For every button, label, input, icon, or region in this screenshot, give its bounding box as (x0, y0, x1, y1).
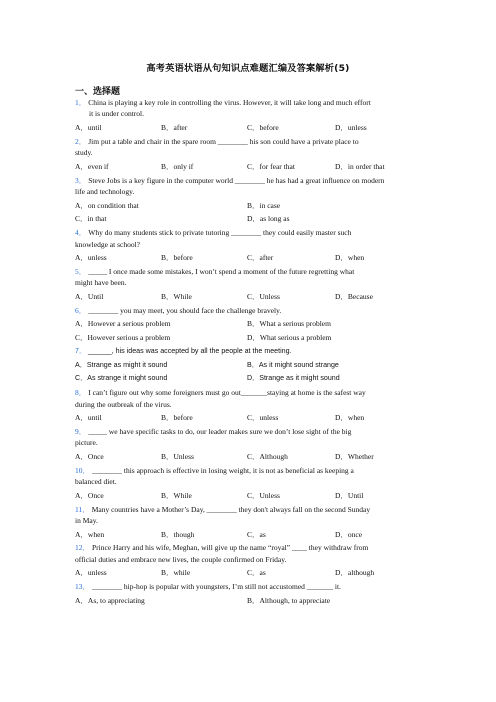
question-number: 11． (75, 504, 90, 514)
options-row (75, 490, 435, 502)
question-stem (75, 136, 421, 159)
option-b[interactable]: B．only if (161, 161, 194, 171)
question-text: Steve Jobs is a key figure in the computer world ________ he has had a great influence on modern (88, 175, 385, 185)
options-row (75, 252, 435, 264)
option-b[interactable]: B．While (161, 292, 192, 301)
question-text-continued: in May. (75, 516, 98, 525)
option-a[interactable]: A．until (75, 123, 102, 132)
option-b[interactable]: B．before (161, 413, 193, 423)
option-a[interactable]: A．unless (75, 568, 107, 578)
option-a[interactable]: A．Strange as might it sound (75, 360, 168, 369)
options-row (75, 451, 435, 463)
option-a[interactable]: A．unless (75, 253, 107, 263)
option-d[interactable]: D．Because (335, 292, 373, 301)
option-a[interactable]: A．Once (75, 452, 104, 461)
question-number: 6． (75, 305, 87, 315)
option-c[interactable]: C．Although (247, 452, 288, 461)
page-title: 高考英语状语从句知识点难题汇编及答案解析(5) (146, 63, 350, 74)
option-d[interactable]: D．What serious a problem (247, 333, 332, 343)
option-a[interactable]: A．even if (75, 161, 109, 171)
question-number: 1． (75, 98, 87, 107)
option-d[interactable]: D．Until (335, 490, 364, 500)
question-stem (75, 305, 421, 316)
option-a[interactable]: A．Until (75, 292, 104, 301)
option-d[interactable]: D．unless (335, 123, 367, 132)
option-a[interactable]: A．on condition that (75, 200, 139, 210)
question-text: ________ you may meet, you should face the challenge bravely. (88, 305, 282, 315)
option-d[interactable]: D．when (335, 253, 365, 263)
question-text-continued: knowledge at school? (75, 239, 140, 249)
question-stem (75, 581, 421, 592)
question-stem (75, 175, 421, 198)
option-d[interactable]: D．when (335, 413, 365, 423)
options-row (75, 567, 435, 579)
option-b[interactable]: B．before (161, 253, 193, 263)
option-d[interactable]: D．once (335, 529, 363, 539)
option-c[interactable]: C．after (247, 253, 274, 263)
question-text: Prince Harry and his wife, Meghan, will give up the name “royal” ____ they withdraw from (92, 543, 369, 553)
option-c[interactable]: C．Unless (247, 292, 280, 301)
options-row (75, 373, 435, 385)
options-row (75, 529, 435, 541)
question-text: China is playing a key role in controlling the virus. However, it will take long and much effort (88, 98, 371, 107)
question-stem (75, 387, 421, 410)
question-number: 10． (75, 465, 90, 475)
question-stem (75, 266, 421, 289)
option-b[interactable]: B．while (161, 568, 191, 578)
question-number: 7． (75, 347, 87, 355)
option-a[interactable]: A．until (75, 413, 102, 423)
question-number: 13． (75, 582, 90, 592)
option-a[interactable]: A．However a serious problem (75, 319, 171, 329)
question-number: 5． (75, 267, 87, 276)
question-text: _____ we have specific tasks to do, our leader makes sure we don’t lose sight of the big (88, 427, 352, 436)
question-stem (75, 227, 421, 250)
question-text-continued: might have been. (75, 278, 127, 288)
question-text-continued: study. (75, 148, 93, 158)
option-a[interactable]: C．However serious a problem (75, 333, 171, 343)
question-text: ________ hip-hop is popular with youngsters, I’m still not accustomed _______ it. (92, 582, 341, 592)
question-stem (75, 542, 421, 565)
option-b[interactable]: B．While (161, 490, 192, 500)
question-text: Why do many students stick to private tutoring ________ they could easily master such (88, 228, 352, 238)
option-d[interactable]: D．as long as (247, 214, 290, 224)
options-row (75, 200, 435, 212)
question-text-continued: during the outbreak of the virus. (75, 399, 172, 409)
option-c[interactable]: C．Unless (247, 490, 280, 500)
question-stem (75, 465, 421, 488)
option-b[interactable]: B．in case (247, 200, 281, 210)
option-b[interactable]: B．What a serious problem (247, 319, 331, 329)
question-text-continued: it is under control. (89, 109, 144, 119)
option-a[interactable]: A．As, to appreciating (75, 595, 145, 605)
question-number: 12． (75, 543, 90, 553)
options-row (75, 213, 435, 225)
question-number: 9． (75, 427, 87, 436)
question-number: 2． (75, 136, 87, 146)
options-row (75, 332, 435, 344)
question-text: Jim put a table and chair in the spare room ________ his son could have a private place to (88, 136, 359, 146)
options-row (75, 122, 435, 134)
question-text-continued: official duties and embrace new lives, the couple confirmed on Friday. (75, 554, 287, 564)
option-d[interactable]: D．Whether (335, 452, 374, 461)
question-text-continued: life and technology. (75, 187, 135, 196)
option-a[interactable]: A．when (75, 529, 105, 539)
options-row (75, 595, 435, 607)
option-c[interactable]: C．as (247, 568, 266, 578)
question-text-continued: balanced diet. (75, 477, 117, 487)
option-c[interactable]: C．before (247, 123, 279, 132)
option-c[interactable]: C．as (247, 529, 266, 539)
option-d[interactable]: D．Strange as it might sound (247, 374, 340, 383)
question-stem (75, 426, 421, 449)
option-b[interactable]: B．Unless (161, 452, 194, 461)
question-stem (75, 97, 421, 120)
question-stem (75, 504, 421, 527)
question-stem (75, 346, 421, 357)
question-text: Many countries have a Mother’s Day, ________ they don't always fall on the second Sunday (91, 504, 371, 514)
option-a[interactable]: C．As strange it might sound (75, 374, 168, 383)
option-c[interactable]: C．unless (247, 413, 279, 423)
question-number: 8． (75, 388, 87, 398)
option-a[interactable]: A．Once (75, 490, 104, 500)
question-text: ________ this approach is effective in losing weight, it is not as beneficial as keeping a (92, 465, 354, 475)
options-row (75, 318, 435, 330)
question-text: I can’t figure out why some foreigners must go out_______staying at home is the safest way (88, 388, 366, 398)
option-d[interactable]: D．although (335, 568, 375, 578)
section-heading: 一、选择题 (75, 87, 121, 97)
option-b[interactable]: B．after (161, 123, 188, 132)
option-a[interactable]: C．in that (75, 214, 107, 224)
option-b[interactable]: B．As it might sound strange (247, 360, 339, 369)
option-c[interactable]: C．for fear that (247, 161, 295, 171)
options-row (75, 360, 435, 372)
question-text: ______, his ideas was accepted by all the people at the meeting. (88, 347, 292, 355)
question-number: 3． (75, 175, 87, 185)
options-row (75, 412, 435, 424)
option-d[interactable]: D．in order that (335, 161, 385, 171)
option-b[interactable]: B．Although, to appreciate (247, 595, 331, 605)
options-row (75, 291, 435, 303)
question-text-continued: picture. (75, 438, 98, 448)
options-row (75, 161, 435, 173)
question-text: _____ I once made some mistakes, I won’t spend a moment of the future regretting what (88, 267, 355, 276)
question-number: 4． (75, 228, 87, 238)
option-b[interactable]: B．though (161, 529, 195, 539)
